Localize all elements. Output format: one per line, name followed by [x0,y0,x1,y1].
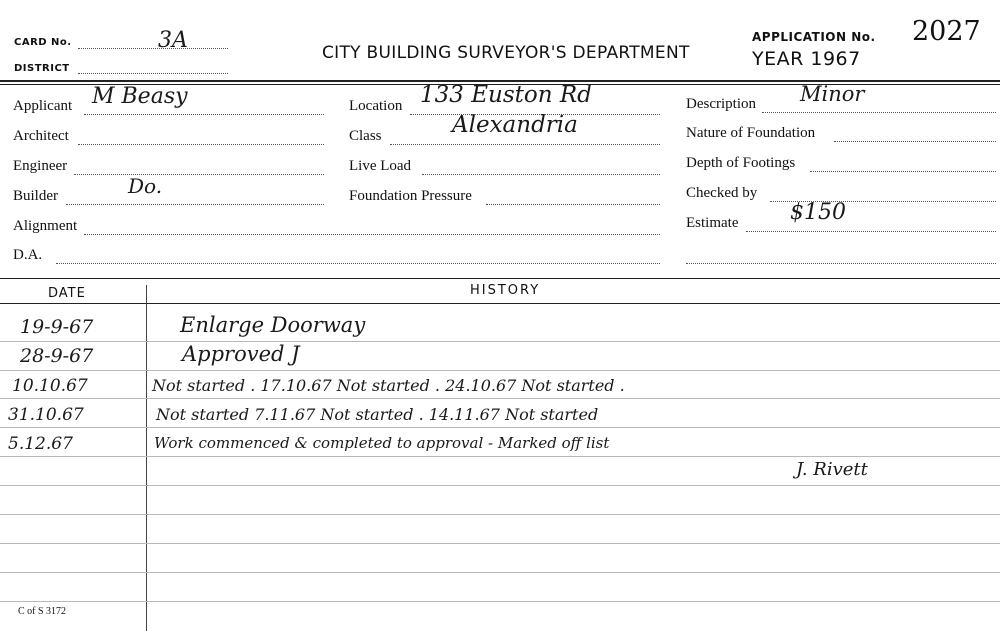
class-line [390,144,660,145]
live-load-line [422,174,660,175]
architect-line [78,144,324,145]
history-line [0,601,1000,602]
history-text: Work commenced & completed to approval - Marked off list [154,434,610,452]
history-line [0,456,1000,457]
class-label: Class [349,128,382,144]
history-text: Not started . 17.10.67 Not started . 24.10.67 Not started . [152,376,625,395]
class-value: Alexandria [452,112,578,138]
history-line [0,398,1000,399]
applicant-value: M Beasy [92,84,188,109]
engineer-line [74,174,324,175]
history-text: Not started 7.11.67 Not started . 14.11.67 Not started [156,405,599,424]
form-number: C of S 3172 [18,606,67,617]
description-value: Minor [800,82,865,106]
foundation-pressure-label: Foundation Pressure [349,188,472,204]
history-date: 10.10.67 [12,376,88,396]
history-line [0,427,1000,428]
history-line [0,543,1000,544]
history-date: 19-9-67 [20,316,94,338]
alignment-label: Alignment [13,218,78,234]
card-no-line [78,48,228,49]
history-line [0,572,1000,573]
architect-label: Architect [13,128,69,144]
history-rule-top [0,278,1000,279]
builder-line [66,204,324,205]
date-header: DATE [48,286,86,301]
nature-of-foundation-line [834,141,996,142]
year: YEAR 1967 [752,48,861,70]
district-line [78,73,228,74]
applicant-label: Applicant [13,98,73,114]
history-date: 5.12.67 [8,434,73,454]
card-no-label: CARD No. [14,37,72,48]
builder-label: Builder [13,188,58,204]
depth-of-footings-label: Depth of Footings [686,155,796,171]
depth-of-footings-line [810,171,996,172]
application-label: APPLICATION No. [752,30,876,44]
history-rule-bottom [0,303,1000,304]
da-line [56,263,660,264]
live-load-label: Live Load [349,158,412,174]
estimate-label: Estimate [686,215,739,231]
history-line [0,485,1000,486]
foundation-pressure-line [486,204,660,205]
district-label: DISTRICT [14,63,70,74]
history-line [0,341,1000,342]
history-line [0,370,1000,371]
estimate-line [746,231,996,232]
description-label: Description [686,96,756,112]
builder-value: Do. [128,174,163,198]
history-line [0,514,1000,515]
application-number: 2027 [912,16,981,47]
nature-of-foundation-label: Nature of Foundation [686,125,816,141]
applicant-line [84,114,324,115]
signature: J. Rivett [796,459,868,480]
history-text: Approved J [182,342,300,366]
description-line [762,112,996,113]
estimate-value: $150 [790,200,846,225]
history-date: 28-9-67 [20,345,94,367]
checked-by-label: Checked by [686,185,758,201]
card-no-value: 3A [158,28,188,53]
right-blank-line [686,263,996,264]
date-column-divider [146,285,147,631]
department-title: CITY BUILDING SURVEYOR'S DEPARTMENT [322,43,690,63]
da-label: D.A. [13,247,43,263]
location-label: Location [349,98,403,114]
location-value: 133 Euston Rd [420,82,592,108]
engineer-label: Engineer [13,158,68,174]
history-header: HISTORY [470,283,541,298]
alignment-line [84,234,660,235]
history-text: Enlarge Doorway [180,313,366,337]
history-date: 31.10.67 [8,405,84,425]
